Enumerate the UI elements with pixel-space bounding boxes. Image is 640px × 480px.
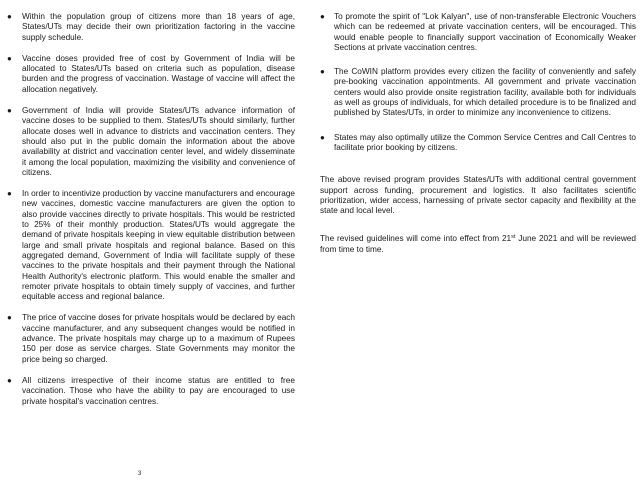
bullet-item [320,67,636,118]
bullet-item [320,12,636,53]
bullet-text: States may also optimally utilize the Common Service Centres and Call Centres to facilitate prior booking by citizens. [334,132,636,152]
bullet-icon: ● [7,189,12,199]
bullet-text: The CoWIN platform provides every citizen the facility of conveniently and safely pre-booking vaccination appointments. All government and private vaccination centers would also provide onsite registration facility, available both for individuals as well as groups of individuals, for which detailed procedure is to be finalized and published by States/UTs, in order to minimize any inconvenience to citizens. [334,67,636,118]
bullet-icon: ● [7,375,12,385]
bullet-item [6,313,295,364]
bullet-item [6,54,295,95]
page-number: 3 [138,471,142,477]
bullet-icon: ● [320,132,325,142]
left-column [6,12,295,416]
bullet-icon: ● [7,12,12,21]
bullet-item [6,189,295,302]
summary-paragraph: The above revised program provides States/UTs with additional central government support across funding, procurement and logistics. It also facilitates scientific prioritization, wider access, harnessing of private sector capacity and flexibility at the state and local level. [320,175,636,216]
bullet-text: In order to incentivize production by vaccine manufacturers and encourage new vaccines, domestic vaccine manufacturers are given the option to also provide vaccines directly to private hospitals. This would be restricted to 25% of their monthly production. States/UTs would aggregate the demand of private hospitals keeping in view equitable distribution between large and small private hospitals and regional balance. Based on this aggregated demand, Government of India will facilitate supply of these vaccines to the private hospitals and their payment through the National Health Authority's electronic platform. This would enable the smaller and remoter private hospitals to obtain timely supply of vaccines, and further equitable access and regional balance. [22,189,295,302]
bullet-text: Within the population group of citizens more than 18 years of age, States/UTs may decide their own prioritization factoring in the vaccine supply schedule. [22,12,295,42]
bullet-text: All citizens irrespective of their income status are entitled to free vaccination. Those who have the ability to pay are encouraged to use private hospital's vaccination centres. [22,375,295,406]
bullet-icon: ● [7,53,12,63]
effective-date-text-start: The revised guidelines will come into effect from 21 [320,234,512,244]
bullet-icon: ● [320,12,325,21]
bullet-item [6,106,295,178]
bullet-icon: ● [320,67,325,77]
bullet-item [6,376,295,407]
bullet-icon: ● [7,313,12,323]
effective-date-text-end: June 2021 and will be reviewed from time to time. [320,234,636,254]
bullet-item [320,133,636,154]
bullet-text: Vaccine doses provided free of cost by Government of India will be allocated to States/UTs based on criteria such as population, disease burden and the progress of vaccination. Wastage of vaccine will affect the allocation negatively. [22,53,295,94]
bullet-item [6,12,295,43]
bullet-text: The price of vaccine doses for private hospitals would be declared by each vaccine manufacturer, and any subsequent changes would be notified in advance. The private hospitals may charge up to a maximum of Rupees 150 per dose as service charges. State Governments may monitor the price being so charged. [22,313,295,364]
bullet-text: Government of India will provide States/UTs advance information of vaccine doses to be supplied to them. States/UTs should similarly, further allocate doses well in advance to districts and vaccination centers. They should also put in the public domain the information about the above availability at district and vaccination center level, and widely disseminate it among the local population, maximizing the visibility and convenience of citizens. [22,106,295,177]
bullet-icon: ● [7,106,12,116]
bullet-text: To promote the spirit of "Lok Kalyan", use of non-transferable Electronic Vouchers which can be redeemed at private vaccination centers, will be encouraged. This would enable people to financially support vaccination of Economically Weaker Sections at private vaccination centres. [334,12,636,52]
effective-date-superscript: st [511,234,516,241]
effective-date-paragraph [320,234,636,255]
right-column [320,12,636,267]
